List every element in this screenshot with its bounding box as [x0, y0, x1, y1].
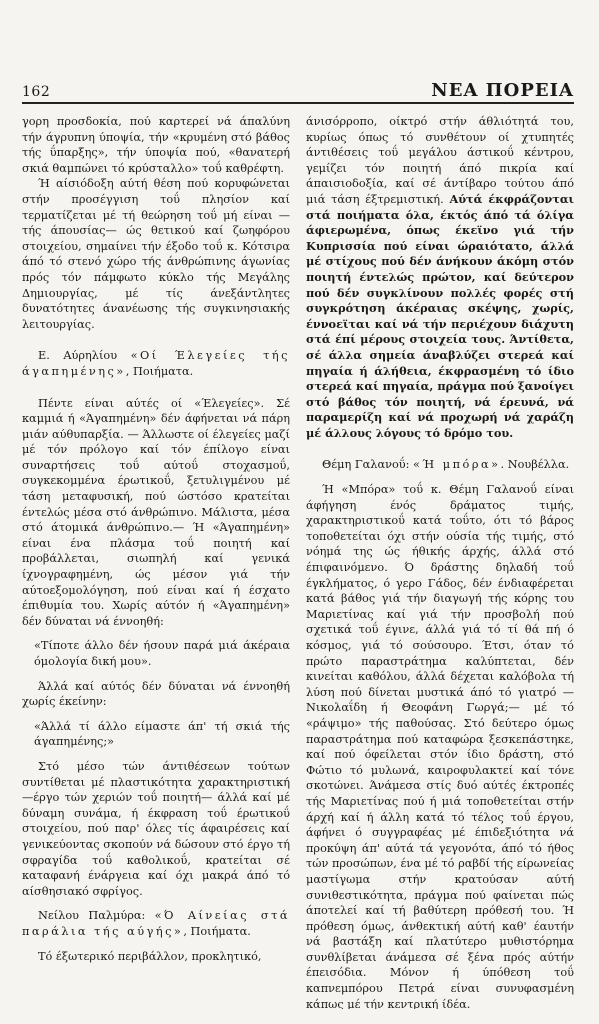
paragraph	[306, 114, 574, 441]
paragraph: Τό έξωτερικό περιβάλλον, προκλητικό,	[38, 949, 262, 963]
review-title: «Ή μπόρα»	[413, 458, 501, 472]
quotation: «Τίποτε άλλο δέν ήσουν παρά μιά άκέραια όμολογία δική μου».	[34, 639, 290, 668]
paragraph: γορη προσδοκία, πού καρτερεί νά άπαλύνη τήν άγρυπνη ύποψία, τήν «κρυμένη στό βάθος τής ΰπαρξης», τήν ύποψία πού, «θανατερή σκιά θαμπώνει τό κρύσταλλο» τοΰ καθρέφτη.	[22, 115, 290, 175]
right-column	[306, 114, 574, 1009]
review-author: Θέμη Γαλανοΰ:	[322, 458, 410, 472]
review-title: «Ό Αίνείας στά παράλια τής αύγής»	[22, 909, 290, 938]
paragraph: Άλλά καί αύτός δέν δύναται νά έννοηθή χωρίς έκείνην:	[22, 679, 290, 709]
paragraph: Ή «Μπόρα» τοΰ κ. Θέμη Γαλανοΰ είναι άφήγηση ένός δράματος τιμής, χαρακτηριστικοΰ κατά τοΰτο, ότι τό βάρος τοποθετείται όχι στήν ούσία τής τιμής, στό νόημά της ώς ήθικής άρχής, άλλά στό έπιφαινόμενο. Ό δράστης δηλαδή τοΰ έγκλήματος, ό γερο Γάδος, δέν ένδιαφέρεται κατά βάθος γιά τήν διαγωγή τής κόρης του Μαριετίνας καί γιά τήν προσβολή πού σχετικά τοΰ έγινε, άλλά γιά τό τί θά πή ό κόσμος, γιά τό σούσουρο. Έτσι, όταν τό πρώτο παραστράτημα καλύπτεται, δέν κινείται καθόλου, άλλά δέχεται καλόβολα τή λύση πού δίνεται μυστικά άπό τό γιατρό —Νικολαΐδη ή Θεοφάνη Γωργά;— μέ τό «ράψιμο» τής παθούσας. Στό δεύτερο όμως παραστράτημα πού καταφώρα ξεσκεπάστηκε, καί πού όφείλεται στόν ίδιο δράστη, στό Φώτιο τό μυλωνά, καιροφυλακτεί καί τόνε σκοτώνει. Άνάμεσα στίς δυό αύτές έκτροπές τής Μαριετίνας πού ή μιά τοποθετείται στήν άρχή καί ή άλλη κατά τό τέλος τοΰ έργου, άφήνει ό συγγραφέας μέ έπιδεξιότητα νά προκύψη άπ' αύτά τά γεγονότα, άπό τό ήθος τών προσώπων, ένα μέ τό ραβδί τής είρωνείας μαστίγωμα στήν κρατούσαν αύτή συνιθεστικότητα, πράγμα πού φαίνεται πώς άποτελεί καί τή βαθύτερη πρόθεσή του. Ή πρόθεση όμως, άνθεκτική αύτή καθ' έαυτήν νά βαστάξη καί πλατύτερο μυθιστόρημα συνθλίβεται άνάμεσα σέ ξένα πρός αύτήν έπεισόδια. Μόνον ή ύπόθεση τοΰ καπνεμπόρου Πετρά είναι συνυφασμένη κάπως μέ τήν κεντρική ίδέα.	[306, 483, 574, 1009]
paragraph: Πέντε είναι αύτές οί «Έλεγείες». Σέ καμμιά ή «Άγαπημένη» δέν άφήνεται νά πάρη μιάν αύθυπαρξία. — Άλλωστε οί έλεγείες μαζί μέ τόν πρόλογο καί τόν έπίλογο είναι συναρτήσεις τοΰ αύτοΰ στοχασμοΰ, συγκεκομμένα έρωτικοΰ, ξετυλιγμένου μέ τάση μεταφυσική, πού ώστόσο κρατείται έντελώς μέσα στό άνθρώπινο. Μάλιστα, μέσα στό άτομικά άνθρώπινο.— Ή «Άγαπημένη» είναι ένα πλάσμα τοΰ ποιητή καί προβάλλεται, σιωπηλή καί γενικά ίχνογραφημένη, ώς μέσον γιά τήν αύτοεξομολόγηση, πού είναι καί ή έσχατο έπιθυμία του. Χωρίς αύτόν ή «Άγαπημένη» δέν δύναται νά έννοηθή:	[22, 396, 290, 628]
review-title: «Οί Έλεγείες τής άγαπημένης»	[22, 349, 290, 378]
paragraph: Στό μέσο τών άντιθέσεων τούτων συντίθεται μέ πλαστικότητα χαρακτηριστική —έργο τών χεριών τοΰ ποιητή— άλλά καί μέ δύναμη συνάμα, ή έκφραση τοΰ έρωτικοΰ στοιχείου, πού παρ' όλες τίς άφαιρέσεις καί γενικεύοντας σκοπούν νά δώσουν στό έργο τή σφραγίδα τοΰ καθολικοΰ, κρατείται σέ καταφανή ένάργεια καί όχι μακρά άπό τό αίσθησιακό σφρίγος.	[22, 759, 290, 898]
paragraph-text: άνισόρροπο, οίκτρό στήν άθλιότητά του, κυρίως όπως τό συνθέτουν οί χτυπητές άντιθέσεις τοΰ μεγάλου άστικοΰ κέντρου, γεμίζει τόν ποιητή άπό πικρία καί άπαισιοδοξία, καί σέ άντίβαρο τούτου άπό μιά τάση έξτρεμιστική.	[306, 115, 574, 206]
page-number: 162	[22, 84, 51, 100]
journal-title: ΝΕΑ ΠΟΡΕΙΑ	[431, 80, 574, 101]
left-column	[22, 114, 290, 1009]
review-genre: , Ποιήματα.	[125, 364, 194, 378]
paragraph-text-bold: Αύτά έκφράζονται στά ποιήματα όλα, έκτός άπό τά όλίγα άφιερωμένα, όπως έκεϊνο γιά τήν Κυπρισσία πού είναι ώραιότατο, άλλά μέ στίχους πού δέν άνήκουν άκόμη στόν ποιητή έντελώς πρώτον, καί δεύτερον πού δέν συγκλίνουν πολλές φορές στή συγκρότηση άκέραιας σκέψης, χωρίς, έννοεϊται καί νά τήν περιέχουν διάχυτη στά έπί μέρους στοιχεία τους. Άντίθετα, σέ άλλα σημεία άναβλύζει στερεά καί πηγαία ή άλήθεια, έκφρασμένη τό ίδιο στερεά καί πηγαία, πράγμα πού ξανοίγει στό βάθος τόν ποιητή, νά έρευνά, νά παραμερίζη καί νά προχωρή νά χαράζη μέ άλλους λόγους τό δρόμο του.	[306, 191, 574, 440]
text-columns	[22, 114, 574, 1009]
paragraph: Ή αίσιόδοξη αύτή θέση πού κορυφώνεται στήν προσέγγιση τοΰ πλησίον καί τερματίζεται μέ τή θεώρηση τοΰ μή είναι —τής άπουσίας— ώς θετικού καί ζωηφόρου στοιχείου, σημαίνει τήν έξοδο τοΰ κ. Κότσιρα άπό τό στενό χώρο τής άνθρώπινης άγωνίας πρός τόν πάμφωτο κύκλο τής Μεγάλης Δημιουργίας, μέ τίς άνεξάντλητες δυνατότητες άνανέωσης τής συγκινησιακής λειτουργίας.	[22, 177, 290, 331]
review-heading	[306, 457, 574, 473]
review-genre: . Νουβέλλα.	[500, 458, 570, 472]
review-heading	[22, 908, 290, 939]
running-head	[22, 72, 574, 104]
review-heading	[22, 348, 290, 379]
journal-page	[22, 72, 574, 1012]
review-author: Ε. Αύρηλίου	[38, 349, 118, 363]
review-genre: , Ποιήματα.	[183, 924, 251, 938]
review-author: Νείλου Παλμύρα:	[38, 909, 146, 923]
quotation: «Άλλά τί άλλο είμαστε άπ' τή σκιά τής άγαπημένης;»	[34, 719, 290, 749]
